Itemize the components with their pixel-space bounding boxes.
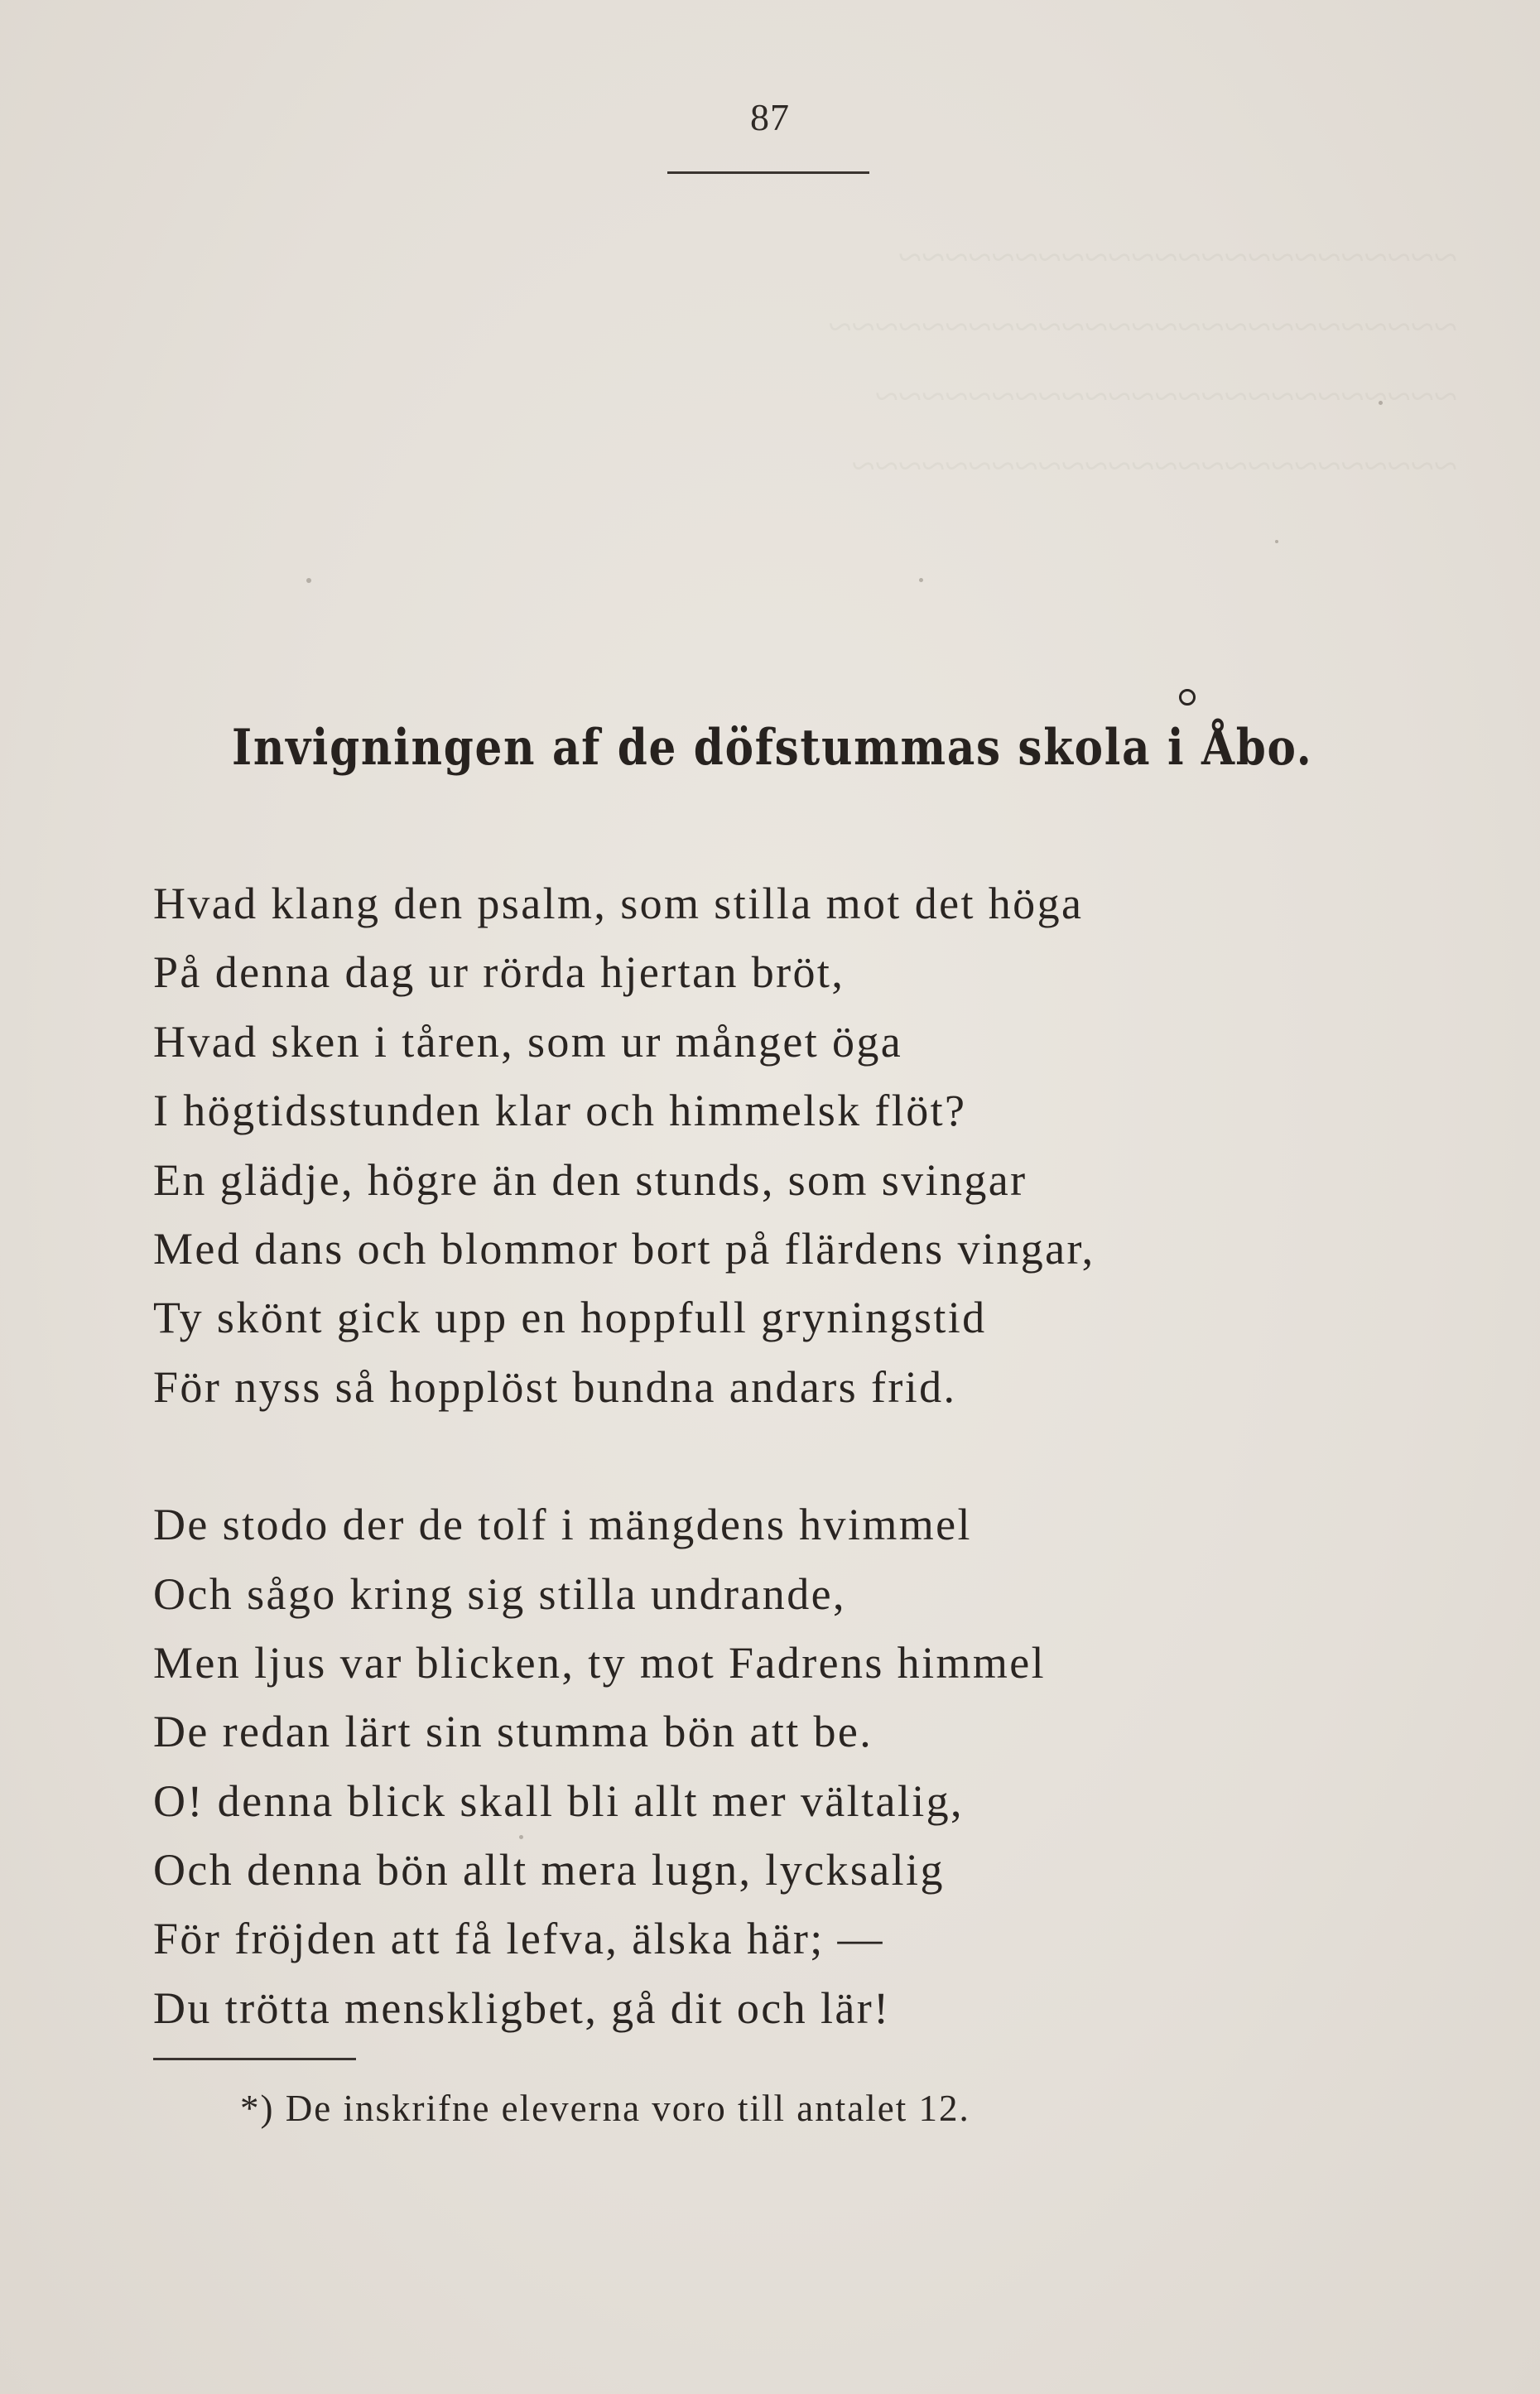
poem-line: O! denna blick skall bli allt mer vältalig, xyxy=(153,1775,964,1826)
poem-line: Hvad sken i tåren, som ur månget öga xyxy=(153,1016,903,1067)
paper-speck xyxy=(1379,401,1383,405)
poem-body xyxy=(153,869,1412,2043)
stanza-1 xyxy=(153,869,1412,1422)
poem-line: En glädje, högre än den stunds, som svingar xyxy=(153,1154,1027,1205)
poem-line: Hvad klang den psalm, som stilla mot det höga xyxy=(153,879,1084,928)
poem-title: Invigningen af de döfstummas skola i Åbo. xyxy=(232,719,1313,777)
paper-speck xyxy=(919,578,923,582)
paper-speck xyxy=(519,1835,523,1839)
footnote-rule xyxy=(153,2058,356,2060)
poem-line: Men ljus var blicken, ty mot Fadrens himmel xyxy=(153,1637,1047,1688)
poem-line: Du trötta menskligbet, gå dit och lär! xyxy=(153,1982,891,2033)
page-number: 87 xyxy=(750,96,790,138)
stanza-2 xyxy=(153,1491,1412,2043)
poem-line: I högtidsstunden klar och himmelsk flöt? xyxy=(153,1086,967,1136)
poem-line: Med dans och blommor bort på flärdens vingar, xyxy=(153,1223,1095,1274)
poem-line: De stodo der de tolf i mängdens hvimmel xyxy=(153,1500,972,1550)
poem-line: Och sågo kring sig stilla undrande, xyxy=(153,1568,846,1619)
poem-line: Och denna bön allt mera lugn, lycksalig xyxy=(153,1845,945,1895)
poem-line: Ty skönt gick upp en hoppfull gryningstid xyxy=(153,1293,987,1343)
ring-diacritic xyxy=(1179,689,1196,706)
header-rule xyxy=(667,171,869,174)
poem-line: För fröjden att få lefva, älska här; — xyxy=(153,1914,884,1964)
footnote: *) De inskrifne eleverna voro till antalet 12. xyxy=(240,2088,970,2129)
show-through-texture: ~~~~~~~~~~~~~~~~~~~~~~~~ ~~~~~~~~~~~~~~~~~~~~~~~~~~~ ~~~~~~~~~~~~~~~~~~~~~~~~~ ~~~~~~~~~~~~~~~~~~~~~~~~~~ xyxy=(828,234,1457,490)
poem-line: För nyss så hopplöst bundna andars frid. xyxy=(153,1361,957,1412)
paper-speck xyxy=(1275,540,1278,543)
poem-line: De redan lärt sin stumma bön att be. xyxy=(153,1707,873,1757)
paper-speck xyxy=(306,578,311,583)
poem-line: På denna dag ur rörda hjertan bröt, xyxy=(153,947,845,998)
stanza-gap xyxy=(153,1422,1412,1491)
